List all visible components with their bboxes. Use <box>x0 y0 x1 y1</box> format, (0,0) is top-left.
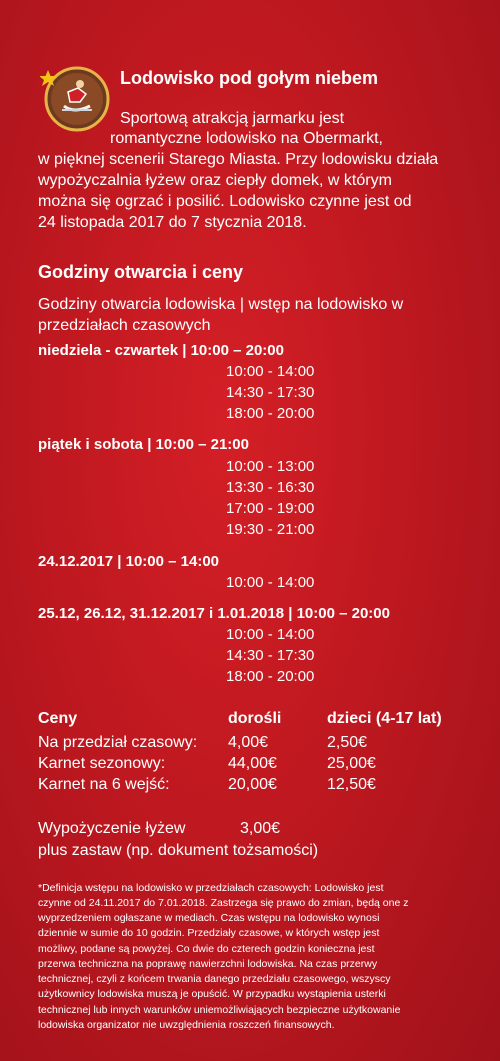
time-slot: 19:30 - 21:00 <box>226 521 315 538</box>
child-price: 2,50€ <box>327 734 368 751</box>
time-slot: 10:00 - 14:00 <box>226 626 315 643</box>
ice-rink-logo-icon <box>40 62 110 132</box>
intro-line: można się ogrzać i posilić. Lodowisko czynne jest od <box>38 193 412 210</box>
hours-subtitle-line: Godziny otwarcia lodowiska | wstęp na lodowisko w <box>38 296 404 313</box>
price-label: Na przedział czasowy: <box>38 734 198 751</box>
adults-column-header: dorośli <box>228 710 282 727</box>
footnote-line: wyprzedzeniem ogłaszane w mediach. Czas wstępu na lodowisko wynosi <box>38 912 380 924</box>
footnote-line: dziennie w sumie do 10 godzin. Przedziały czasowe, w których wstęp jest <box>38 927 380 939</box>
footnote-line: technicznej, czyli z końcem trwania danego przedziału czasowego, wszyscy <box>38 973 391 985</box>
footnote-line: technicznej lub innych warunków uniemożliwiających bezpieczne użytkowanie <box>38 1004 401 1016</box>
hours-heading: Godziny otwarcia i ceny <box>38 262 244 282</box>
intro-line: Sportową atrakcją jarmarku jest <box>120 110 345 127</box>
adult-price: 20,00€ <box>228 776 277 793</box>
footnote-line: użytkownicy lodowiska muszą je opuścić. W przypadku wystąpienia usterki <box>38 988 386 1000</box>
rental-note: plus zastaw (np. dokument tożsamości) <box>38 842 319 859</box>
intro-line: wypożyczalnia łyżew oraz ciepły domek, w którym <box>38 172 392 189</box>
footnote-line: przerwa techniczna na poprawę nawierzchni lodowiska. Na czas przerwy <box>38 958 378 970</box>
intro-line: romantyczne lodowisko na Obermarkt, <box>110 130 383 147</box>
day-header: 24.12.2017 | 10:00 – 14:00 <box>38 553 220 570</box>
page-title: Lodowisko pod gołym niebem <box>120 68 379 88</box>
child-price: 12,50€ <box>327 776 376 793</box>
time-slot: 14:30 - 17:30 <box>226 384 315 401</box>
footnote-line: możliwy, podane są powyżej. Co dwie do czterech godzin konieczna jest <box>38 943 375 955</box>
footnote-line: *Definicja wstępu na lodowisko w przedziałach czasowych: Lodowisko jest <box>38 882 384 894</box>
time-slot: 10:00 - 14:00 <box>226 574 315 591</box>
time-slot: 18:00 - 20:00 <box>226 405 315 422</box>
time-slot: 17:00 - 19:00 <box>226 500 315 517</box>
rental-label: Wypożyczenie łyżew <box>38 820 186 837</box>
time-slot: 13:30 - 16:30 <box>226 479 315 496</box>
day-header: piątek i sobota | 10:00 – 21:00 <box>38 436 249 453</box>
children-column-header: dzieci (4-17 lat) <box>327 710 442 727</box>
footnote-line: czynne od 24.11.2017 do 7.01.2018. Zastrzega się prawo do zmian, będą one z <box>38 897 409 909</box>
child-price: 25,00€ <box>327 755 376 772</box>
time-slot: 14:30 - 17:30 <box>226 647 315 664</box>
price-label: Karnet sezonowy: <box>38 755 166 772</box>
time-slot: 10:00 - 13:00 <box>226 458 315 475</box>
day-header: 25.12, 26.12, 31.12.2017 i 1.01.2018 | 10:00 – 20:00 <box>38 605 390 622</box>
footnote-line: lodowiska organizator nie uwzględnienia roszczeń finansowych. <box>38 1019 335 1031</box>
prices-heading: Ceny <box>38 710 78 727</box>
time-slot: 18:00 - 20:00 <box>226 668 315 685</box>
price-label: Karnet na 6 wejść: <box>38 776 170 793</box>
adult-price: 44,00€ <box>228 755 277 772</box>
hours-subtitle-line: przedziałach czasowych <box>38 317 211 334</box>
rental-price: 3,00€ <box>240 820 281 837</box>
time-slot: 10:00 - 14:00 <box>226 363 315 380</box>
day-header: niedziela - czwartek | 10:00 – 20:00 <box>38 342 284 359</box>
adult-price: 4,00€ <box>228 734 269 751</box>
intro-line: 24 listopada 2017 do 7 stycznia 2018. <box>38 214 307 231</box>
intro-line: w pięknej scenerii Starego Miasta. Przy lodowisku działa <box>38 151 439 168</box>
